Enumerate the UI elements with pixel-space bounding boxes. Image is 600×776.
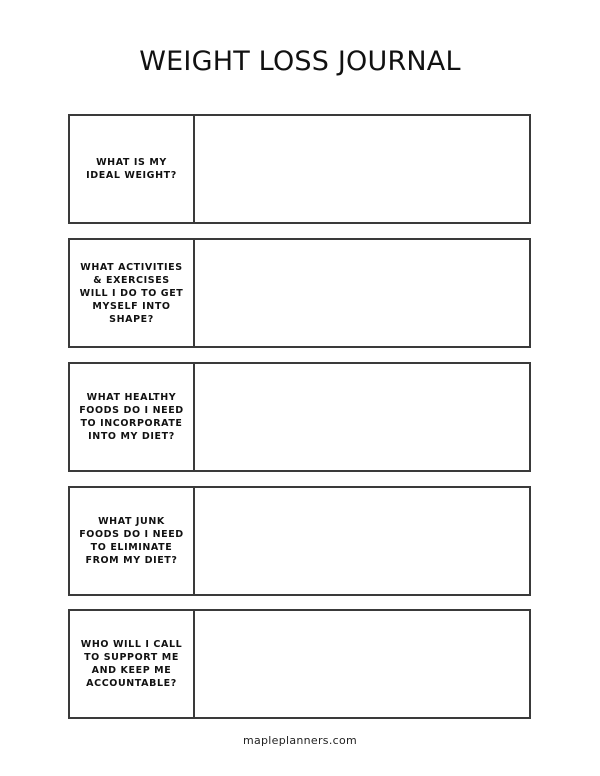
- question-label: WHAT ACTIVITIES & EXERCISES WILL I DO TO GET MYSELF INTO SHAPE?: [79, 261, 184, 325]
- question-cell: [70, 611, 195, 717]
- journal-section-junk-foods: [68, 486, 531, 596]
- answer-area: [195, 364, 529, 470]
- question-cell: [70, 488, 195, 594]
- answer-area: [195, 611, 529, 717]
- journal-section-activities: [68, 238, 531, 348]
- page-title: WEIGHT LOSS JOURNAL: [139, 46, 461, 77]
- answer-area: [195, 116, 529, 222]
- question-cell: [70, 364, 195, 470]
- footer-website: mapleplanners.com: [242, 734, 358, 747]
- journal-section-ideal-weight: [68, 114, 531, 224]
- question-cell: [70, 240, 195, 346]
- answer-area: [195, 240, 529, 346]
- question-label: WHAT JUNK FOODS DO I NEED TO ELIMINATE FROM MY DIET?: [79, 516, 184, 566]
- journal-section-support: [68, 609, 531, 719]
- journal-section-healthy-foods: [68, 362, 531, 472]
- question-label: WHO WILL I CALL TO SUPPORT ME AND KEEP ME ACCOUNTABLE?: [80, 639, 183, 689]
- question-label: WHAT HEALTHY FOODS DO I NEED TO INCORPORATE INTO MY DIET?: [79, 392, 184, 442]
- question-cell: [70, 116, 195, 222]
- question-label: WHAT IS MY IDEAL WEIGHT?: [86, 157, 177, 181]
- answer-area: [195, 488, 529, 594]
